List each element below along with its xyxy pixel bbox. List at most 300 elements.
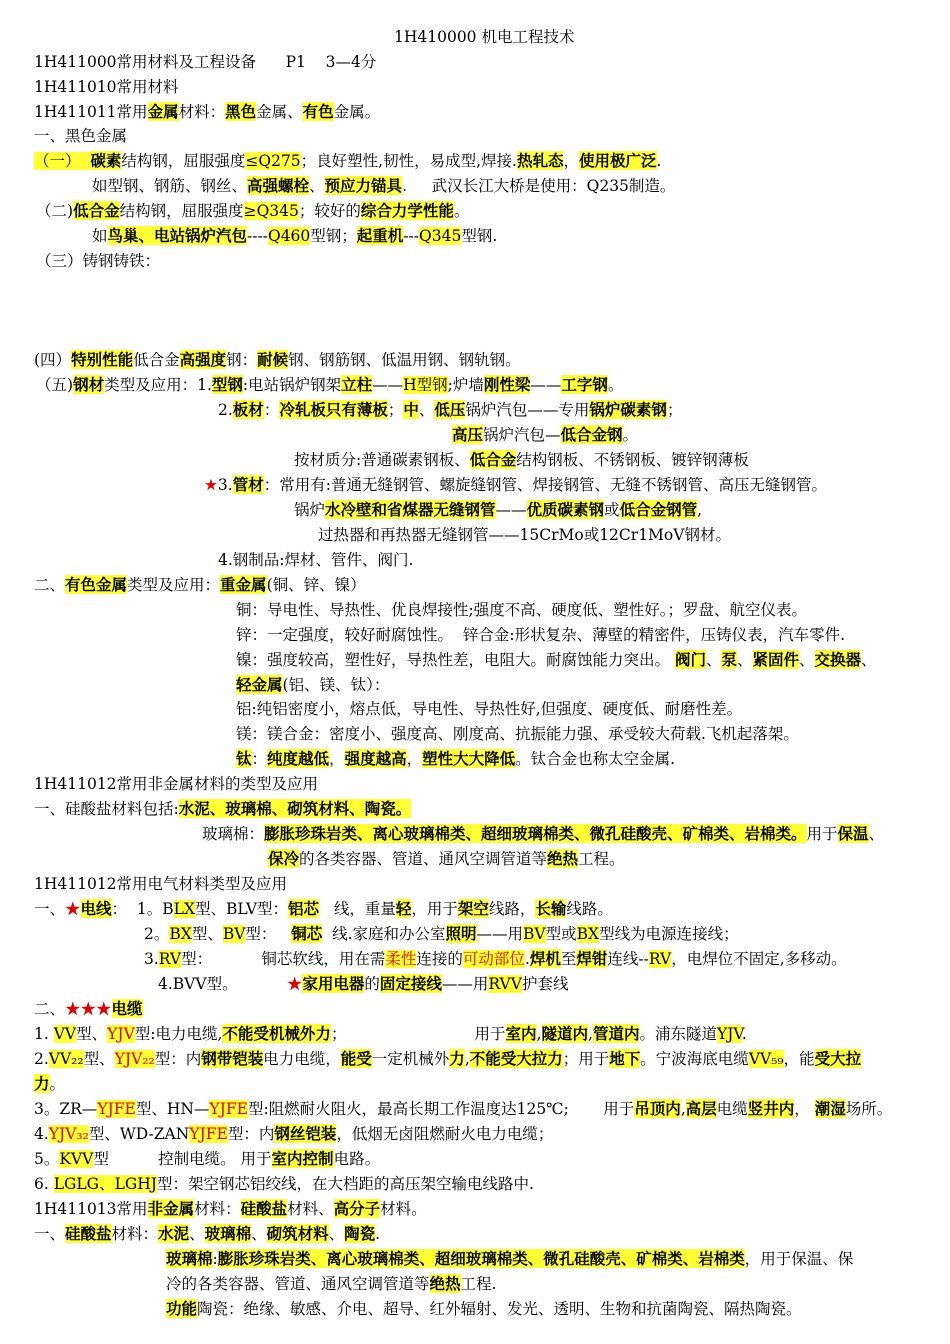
text-segment: (铝、镁、钛）： xyxy=(282,676,390,694)
highlighted-text: 绝热 xyxy=(429,1274,461,1293)
text-line xyxy=(34,1098,892,1120)
highlighted-text: VV xyxy=(53,1025,77,1043)
text-line xyxy=(34,873,287,895)
text-line xyxy=(452,424,638,446)
text-segment: . xyxy=(524,950,530,968)
highlighted-text: 玻璃棉 xyxy=(204,1224,252,1243)
highlighted-text: 优质碳素钢 xyxy=(526,500,605,519)
highlighted-text: 耐候 xyxy=(257,350,289,369)
text-segment: 一、黑色金属 xyxy=(34,127,128,145)
highlighted-text: 隧道内 xyxy=(541,1024,589,1043)
highlighted-text: 钢带铠装 xyxy=(201,1049,264,1068)
text-segment: 2. xyxy=(34,1050,49,1068)
text-line xyxy=(92,225,497,247)
text-segment: 1. xyxy=(34,1025,54,1043)
text-line xyxy=(394,26,574,48)
highlighted-text: VV₂₂ xyxy=(48,1050,84,1068)
text-segment: 、 xyxy=(705,651,722,669)
text-line xyxy=(36,374,623,396)
text-segment: 型钢； xyxy=(310,227,357,245)
text-segment: 至 xyxy=(560,950,577,968)
text-line xyxy=(34,998,143,1020)
text-segment: 、 xyxy=(309,177,325,195)
highlighted-text: 立柱 xyxy=(341,375,373,394)
text-segment: 的 xyxy=(364,975,380,993)
highlighted-text: 膨胀珍珠岩类、离心玻璃棉类、超细玻璃棉类、微孔硅酸壳、矿棉类、岩棉类。 xyxy=(264,824,807,843)
text-segment: （三）铸钢铸铁： xyxy=(36,252,161,270)
text-segment: 场所。 xyxy=(845,1100,893,1118)
highlighted-text: 综合力学性能 xyxy=(360,201,454,220)
highlighted-text: RV xyxy=(648,950,672,968)
text-segment: 铝:纯铝密度小，熔点低，导电性、导热性好,但强度、硬度低、耐磨性差。 xyxy=(236,700,743,718)
text-segment: 型钢. xyxy=(461,227,498,245)
text-segment: 一、硅酸盐材料包括: xyxy=(34,800,179,818)
highlighted-text: 轻 xyxy=(395,899,412,918)
text-segment: 型、HN— xyxy=(135,1100,210,1118)
highlighted-text: LX xyxy=(173,900,195,918)
text-segment: ，能 xyxy=(783,1050,815,1068)
text-segment: . xyxy=(741,1025,747,1043)
text-segment: 型、 xyxy=(191,925,223,943)
text-segment: 用于 xyxy=(806,825,838,843)
highlighted-text: H型钢 xyxy=(403,376,448,394)
highlighted-text: 低合金 xyxy=(469,450,517,469)
text-line xyxy=(34,349,521,371)
text-segment: ， xyxy=(794,1100,815,1118)
highlighted-text: ≥Q345 xyxy=(243,202,299,220)
text-line xyxy=(34,51,376,73)
highlighted-text: 特别性能 xyxy=(71,350,134,369)
text-line xyxy=(34,1198,427,1220)
text-line xyxy=(166,1298,802,1320)
text-line xyxy=(236,649,877,671)
highlighted-text: （一） xyxy=(34,152,91,170)
text-segment: 、 xyxy=(868,825,885,843)
text-segment: —— xyxy=(495,501,527,519)
text-segment: 1H411012常用非金属材料的类型及应用 xyxy=(34,775,319,793)
text-segment: (铜、锌、镍） xyxy=(266,576,366,594)
highlighted-text: 玻璃棉 xyxy=(166,1249,213,1268)
highlighted-text: YJV xyxy=(716,1025,742,1043)
highlighted-text: BV xyxy=(523,925,546,943)
text-segment: ：常用有:普通无缝钢管、螺旋缝钢管、焊接钢管、无缝不锈钢管、高压无缝钢管。 xyxy=(263,476,827,494)
highlighted-text: BX xyxy=(169,925,192,943)
highlighted-text: 有色 xyxy=(302,102,334,121)
highlighted-text: 交换器 xyxy=(814,650,862,669)
highlighted-text: 碳素 xyxy=(90,151,122,170)
text-segment: 3. xyxy=(144,950,159,968)
text-segment: ；良好塑性,韧性，易成型,焊接. xyxy=(300,152,517,170)
text-segment: 型或 xyxy=(545,925,577,943)
text-segment: , xyxy=(464,1050,470,1068)
text-segment: 、 xyxy=(418,401,435,419)
text-line xyxy=(236,624,845,646)
text-segment: 。 xyxy=(49,1075,66,1093)
text-segment: 1H411000常用材料及工程设备 P1 3—4分 xyxy=(34,53,377,71)
text-segment: 4.BVV型。 xyxy=(158,975,287,993)
text-line xyxy=(218,399,682,421)
text-segment: 材料： xyxy=(194,1200,241,1218)
text-segment: 如 xyxy=(92,227,108,245)
highlighted-text: 力 xyxy=(449,1049,465,1068)
text-segment: . 武汉长江大桥是使用：Q235制造。 xyxy=(402,177,676,195)
text-segment: 型： xyxy=(245,925,292,943)
highlighted-text: 受大拉 xyxy=(814,1049,862,1068)
text-segment: 材料。 xyxy=(380,1200,427,1218)
highlighted-text: RV xyxy=(158,950,182,968)
text-segment: , xyxy=(680,1100,686,1118)
text-segment: 材料、 xyxy=(287,1200,334,1218)
highlighted-text: 铜芯 xyxy=(291,924,323,943)
highlighted-text: 中 xyxy=(403,400,419,419)
highlighted-text: 低合金钢管 xyxy=(619,500,698,519)
highlighted-text: 重金属 xyxy=(220,575,267,594)
text-segment: ； 用于 xyxy=(330,1025,506,1043)
highlighted-text: 长输 xyxy=(535,899,567,918)
text-segment: 型、BLV型： xyxy=(194,900,289,918)
text-segment: 、 xyxy=(799,651,815,669)
text-line xyxy=(166,1248,853,1270)
text-segment: 二、 xyxy=(34,576,66,594)
text-segment: 型：内 xyxy=(154,1050,202,1068)
highlighted-text: 架空 xyxy=(457,899,489,918)
highlighted-text: 低合金 xyxy=(73,201,120,220)
text-segment: ； xyxy=(666,401,683,419)
highlighted-text: 工字钢 xyxy=(561,375,608,394)
text-segment: 2. xyxy=(218,401,233,419)
highlighted-text: 强度越高 xyxy=(344,749,407,768)
text-line xyxy=(92,175,675,197)
text-line xyxy=(34,1148,380,1170)
text-segment: 型:阻燃耐火阻火，最高长期工作温度达125℃; 用于 xyxy=(247,1100,635,1118)
text-segment: 结构钢，屈服强度 xyxy=(119,202,244,220)
text-line xyxy=(236,599,807,621)
text-segment: , xyxy=(697,501,703,519)
text-line xyxy=(236,723,799,745)
text-line xyxy=(34,101,380,123)
text-segment: 型:电力电缆, xyxy=(134,1025,223,1043)
highlighted-text: 室内 xyxy=(505,1024,537,1043)
highlighted-text: Q460 xyxy=(267,227,311,245)
highlighted-text: 室内控制 xyxy=(271,1149,334,1168)
text-line xyxy=(34,898,613,920)
text-line xyxy=(34,574,366,596)
text-segment: 线，重量 xyxy=(319,900,396,918)
text-segment: , xyxy=(588,1025,593,1043)
text-segment: 一、 xyxy=(34,900,66,918)
text-segment: 1H411011常用 xyxy=(34,103,148,121)
text-segment: 1H411013常用 xyxy=(34,1200,148,1218)
text-segment: ，用于保温、保 xyxy=(744,1250,854,1268)
highlighted-text: 钛 xyxy=(236,749,252,768)
text-line xyxy=(34,773,318,795)
text-segment: 钢、钢筋钢、低温用钢、钢轨钢。 xyxy=(288,351,521,369)
highlighted-text: 高压 xyxy=(452,425,484,444)
highlighted-text: 高分子 xyxy=(333,1199,381,1218)
text-segment: 锅炉汽包——专用 xyxy=(465,401,590,419)
text-segment: 过热器和再热器无缝钢管——15CrMo或12Cr1MoV钢材。 xyxy=(318,526,731,544)
text-segment: 。钛合金也称太空金属. xyxy=(515,750,676,768)
highlighted-text: 照明 xyxy=(445,924,477,943)
text-segment: 3. xyxy=(217,476,233,494)
text-segment: 的各类容器、管道、通风空调管道等 xyxy=(299,850,548,868)
text-segment: ——用 xyxy=(441,975,489,993)
text-segment: 5。 xyxy=(34,1150,60,1168)
text-line xyxy=(34,1073,65,1095)
text-line xyxy=(294,449,749,471)
highlighted-text: 热轧态 xyxy=(516,151,564,170)
text-line xyxy=(34,1173,534,1195)
text-segment: 、 xyxy=(251,1225,267,1243)
highlighted-text: 钢材 xyxy=(73,375,105,394)
text-segment: --- xyxy=(403,227,420,245)
highlighted-text: 吊顶内 xyxy=(634,1099,681,1118)
highlighted-text: 焊机 xyxy=(529,949,561,968)
highlighted-text: 使用极广泛 xyxy=(579,151,657,170)
highlighted-text: 硅酸盐 xyxy=(65,1224,112,1243)
text-segment: 锅炉汽包— xyxy=(483,426,561,444)
text-line xyxy=(36,200,469,222)
text-segment: 4. xyxy=(34,1125,49,1143)
highlighted-text: 有色金属 xyxy=(65,575,128,594)
text-segment: ， xyxy=(563,152,579,170)
text-line xyxy=(34,1023,747,1045)
text-segment: ;炉墙 xyxy=(447,376,484,394)
text-segment: 。 xyxy=(453,202,470,220)
text-segment: 1H411010常用材料 xyxy=(34,78,179,96)
highlighted-text: 电缆 xyxy=(111,999,143,1018)
highlighted-text: 砌筑材料 xyxy=(266,1224,329,1243)
text-segment: 结构钢板、不锈钢板、镀锌钢薄板 xyxy=(516,451,749,469)
highlighted-text: 保冷 xyxy=(268,849,300,868)
text-segment: . xyxy=(375,1225,381,1243)
highlighted-text: 鸟巢、电站锅炉汽包 xyxy=(107,226,248,245)
highlighted-text: 黑色 xyxy=(225,102,257,121)
text-line xyxy=(144,948,847,970)
highlighted-text: 非金属 xyxy=(147,1199,195,1218)
text-segment: 、 xyxy=(861,651,877,669)
highlighted-text: 高层 xyxy=(685,1099,717,1118)
text-segment: 。 xyxy=(622,426,639,444)
text-line xyxy=(34,1123,553,1145)
highlighted-text: 型钢 xyxy=(211,375,243,394)
text-segment: —— xyxy=(372,376,404,394)
text-segment: 3。ZR— xyxy=(34,1100,98,1118)
text-line xyxy=(218,549,413,571)
highlighted-text: VV₅₉ xyxy=(748,1050,784,1068)
highlighted-text: 陶瓷 xyxy=(344,1224,376,1243)
text-segment: 护套线 xyxy=(521,975,569,993)
text-line xyxy=(34,798,411,820)
text-segment: ， xyxy=(406,750,423,768)
highlighted-text: Q345 xyxy=(419,227,462,245)
text-segment: 型、 xyxy=(83,1050,115,1068)
highlighted-text: YJV xyxy=(107,1025,135,1043)
text-line xyxy=(236,674,389,696)
highlighted-text: 焊钳 xyxy=(576,949,608,968)
text-line xyxy=(34,125,127,147)
text-segment: 、 xyxy=(328,1225,345,1243)
text-segment: 线路， xyxy=(488,900,536,918)
highlighted-text: BX xyxy=(576,925,600,943)
highlighted-text: 低压 xyxy=(434,400,466,419)
star-mark: ★★★ xyxy=(65,1000,112,1018)
highlighted-text: 钢丝铠装 xyxy=(274,1124,337,1143)
text-segment: ，用于 xyxy=(411,900,458,918)
text-segment: 工程. xyxy=(460,1275,497,1293)
text-segment: ： xyxy=(263,401,280,419)
highlighted-text: YJV₂₂ xyxy=(114,1050,155,1068)
text-segment: 电力电缆， xyxy=(263,1050,341,1068)
highlighted-text: 冷轧板只有薄板 xyxy=(279,400,388,419)
text-segment: :电站锅炉钢架 xyxy=(242,376,342,394)
highlighted-text: 泵 xyxy=(721,650,737,669)
star-mark: ★ xyxy=(204,476,218,494)
text-segment: 铜：导电性、导热性、优良焊接性;强度不高、硬度低、塑性好。；罗盘、航空仪表。 xyxy=(236,601,807,619)
highlighted-text: 管道内 xyxy=(592,1024,640,1043)
text-line xyxy=(34,1223,380,1245)
highlighted-text: 硅酸盐 xyxy=(240,1199,288,1218)
highlighted-text: 阀门 xyxy=(674,650,706,669)
highlighted-text: 低合金钢 xyxy=(560,425,623,444)
text-segment: 按材质分:普通碳素钢板、 xyxy=(294,451,470,469)
text-line xyxy=(318,524,731,546)
highlighted-text: 紧固件 xyxy=(752,650,800,669)
highlighted-text: 高强螺栓 xyxy=(247,176,310,195)
highlighted-text: 绝热 xyxy=(547,849,579,868)
text-segment: 结构钢，屈服强度 xyxy=(121,152,246,170)
highlighted-text: 水泥、玻璃棉、砌筑材料、陶瓷。 xyxy=(178,799,412,818)
highlighted-text: BV xyxy=(222,925,246,943)
highlighted-text: 起重机 xyxy=(356,226,404,245)
text-segment: ； xyxy=(387,401,404,419)
text-line xyxy=(204,474,827,496)
highlighted-text: 板材 xyxy=(232,400,264,419)
text-line xyxy=(236,698,742,720)
text-segment: 冷的各类容器、管道、通风空调管道等 xyxy=(166,1275,430,1293)
highlighted-text: 高强度 xyxy=(179,350,227,369)
text-segment: 镍：强度较高，塑性好，导热性差，电阻大。耐腐蚀能力突出。 xyxy=(236,651,675,669)
highlighted-text: 膨胀珍珠岩类、离心玻璃棉类、超细玻璃棉类、微孔硅酸壳、矿棉类、岩棉类 xyxy=(217,1249,745,1268)
text-segment: 4.钢制品:焊材、管件、阀门. xyxy=(218,551,414,569)
text-segment: ；用于 xyxy=(562,1050,610,1068)
text-segment: 镁：镁合金：密度小、强度高、刚度高、抗振能力强、承受较大荷载.飞机起落架。 xyxy=(236,725,799,743)
text-segment: 。 xyxy=(607,376,624,394)
text-line xyxy=(166,1273,496,1295)
text-segment: 金属。 xyxy=(333,103,381,121)
highlighted-text: 电线 xyxy=(80,899,112,918)
highlighted-text: YJV₃₂ xyxy=(48,1125,89,1143)
highlighted-text: YJFE xyxy=(209,1100,248,1118)
highlighted-text: 轻金属 xyxy=(236,675,283,694)
text-segment: , xyxy=(536,1025,542,1043)
text-line xyxy=(34,76,179,98)
text-segment: 型、WD-ZAN xyxy=(88,1125,190,1143)
text-segment: 型 控制电缆。 用于 xyxy=(93,1150,272,1168)
text-segment: 材料： xyxy=(178,103,226,121)
highlighted-text: 刚性梁 xyxy=(483,375,531,394)
text-segment: 2。 xyxy=(144,925,170,943)
highlighted-text: 能受 xyxy=(340,1049,372,1068)
text-segment: ；较好的 xyxy=(298,202,361,220)
text-segment: 。浦东隧道 xyxy=(639,1025,717,1043)
highlighted-text: 锅炉碳素钢 xyxy=(589,400,667,419)
text-line xyxy=(34,150,661,172)
text-segment: 型线为电源连接线； xyxy=(599,925,739,943)
highlighted-text: YJFE xyxy=(189,1125,228,1143)
text-segment: : xyxy=(212,1250,218,1268)
highlighted-text: 不能受机械外力 xyxy=(222,1024,331,1043)
text-line xyxy=(158,973,568,995)
highlighted-text: LGLG、LGHJ xyxy=(53,1175,157,1193)
text-segment: 型：内 xyxy=(227,1125,275,1143)
highlighted-text: 竖井内 xyxy=(747,1099,795,1118)
text-segment: 类型及应用： xyxy=(127,576,221,594)
text-segment: 1H411012常用电气材料类型及应用 xyxy=(34,875,288,893)
text-segment: 线路。 xyxy=(566,900,613,918)
highlighted-text: 家用电器 xyxy=(302,974,365,993)
highlighted-text: 水冷壁和省煤器无缝钢管 xyxy=(325,500,496,519)
text-segment: （二) xyxy=(36,202,74,220)
highlighted-text: 可动部位 xyxy=(462,950,525,968)
text-segment: 或 xyxy=(604,501,620,519)
text-segment: ： 1。B xyxy=(111,900,174,918)
text-segment: 电缆 xyxy=(716,1100,748,1118)
text-segment: 低合金 xyxy=(133,351,180,369)
text-segment: 一定机械外 xyxy=(371,1050,450,1068)
text-segment: 工程。 xyxy=(578,850,625,868)
highlighted-text: 塑性大大降低 xyxy=(422,749,516,768)
text-line xyxy=(294,499,702,521)
text-segment: (四） xyxy=(34,351,72,369)
text-segment: 材料： xyxy=(111,1225,159,1243)
highlighted-text: 水泥 xyxy=(158,1224,190,1243)
text-segment: 1H410000 机电工程技术 xyxy=(394,28,575,46)
text-line xyxy=(144,923,739,945)
text-segment: 金属、 xyxy=(256,103,303,121)
highlighted-text: 柔性 xyxy=(385,950,417,968)
text-segment: 如型钢、钢筋、钢丝、 xyxy=(92,177,248,195)
highlighted-text: 地下 xyxy=(609,1049,641,1068)
star-mark: ★ xyxy=(65,900,81,918)
text-segment: 型： 铜芯软线，用在需 xyxy=(181,950,386,968)
text-segment: 二、 xyxy=(34,1000,66,1018)
text-line xyxy=(36,250,160,272)
text-segment: ： xyxy=(251,750,268,768)
highlighted-text: 不能受大拉力 xyxy=(469,1049,563,1068)
highlighted-text: KVV xyxy=(59,1150,94,1168)
text-segment: ， xyxy=(329,750,345,768)
text-segment: 连接的 xyxy=(416,950,463,968)
text-segment: 类型及应用：1. xyxy=(104,376,212,394)
text-segment: ---- xyxy=(247,227,268,245)
highlighted-text: 固定接线 xyxy=(379,974,442,993)
highlighted-text: 力 xyxy=(34,1074,50,1093)
highlighted-text: 保温 xyxy=(837,824,869,843)
star-mark: ★ xyxy=(286,975,303,993)
text-segment: 型、 xyxy=(76,1025,108,1043)
text-segment: 钢： xyxy=(226,351,258,369)
text-line xyxy=(202,823,884,845)
text-line xyxy=(268,848,625,870)
highlighted-text: YJFE xyxy=(97,1100,136,1118)
text-segment: 、 xyxy=(189,1225,205,1243)
text-segment: ——用 xyxy=(476,925,524,943)
text-segment: 锅炉 xyxy=(294,501,326,519)
text-segment: 玻璃棉： xyxy=(202,825,265,843)
highlighted-text: 功能 xyxy=(166,1299,198,1318)
text-segment: —— xyxy=(530,376,562,394)
